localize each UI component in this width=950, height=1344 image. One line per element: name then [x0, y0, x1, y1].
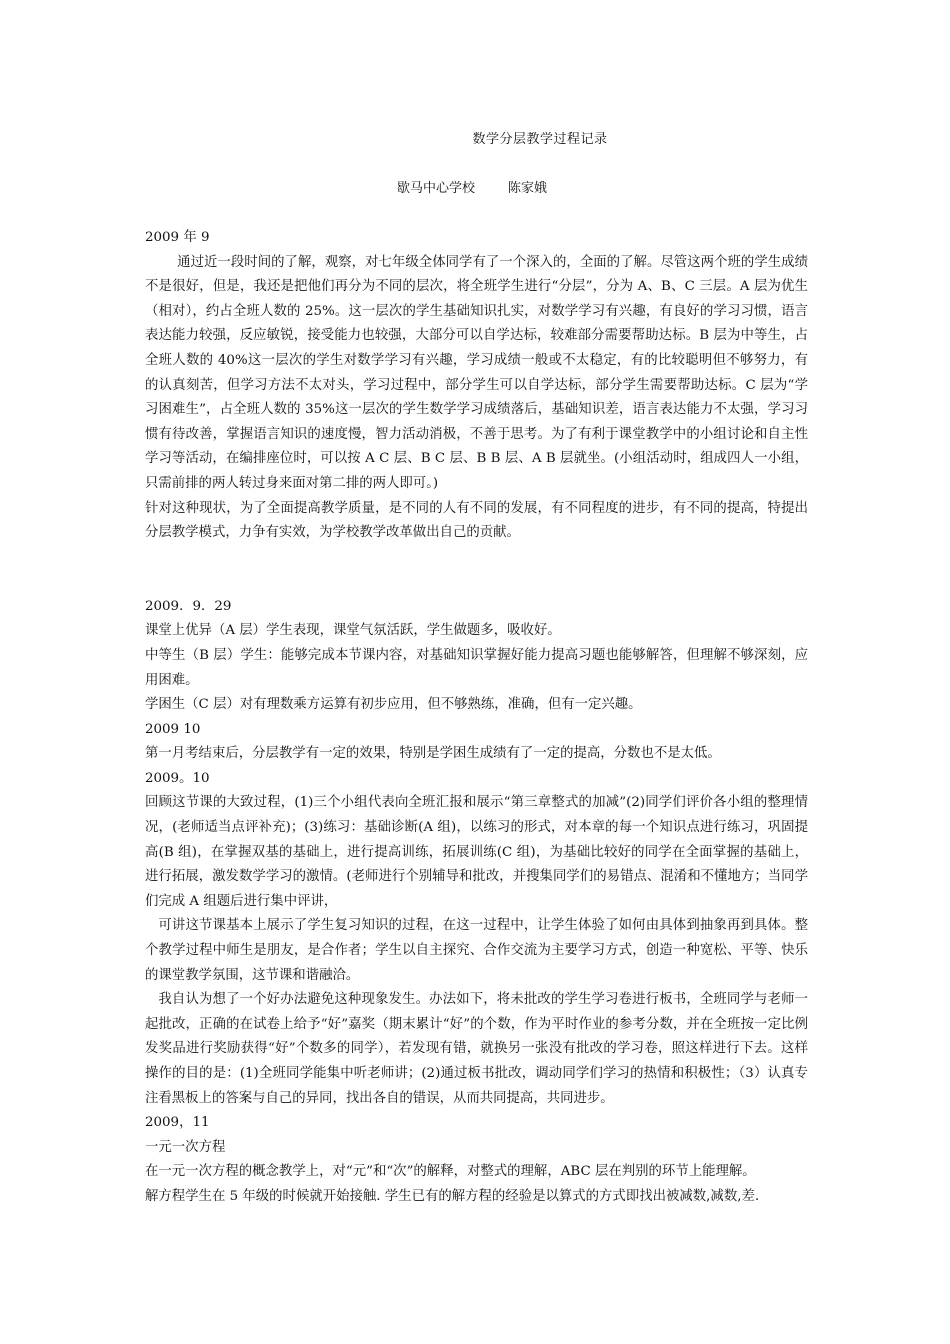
body-paragraph: 解方程学生在 5 年级的时候就开始接触. 学生已有的解方程的经验是以算式的方式即找出被减数,减数,差.: [145, 1188, 760, 1204]
body-paragraph: 在一元一次方程的概念教学上，对“元”和“次”的解释，对整式的理解，ABC 层在判别的环节上能理解。: [145, 1164, 756, 1180]
body-paragraph: 课堂上优异（A 层）学生表现，课堂气氛活跃，学生做题多，吸收好。: [145, 623, 561, 639]
entry-date: 2009。10: [145, 770, 210, 786]
body-paragraph: 我自认为想了一个好办法避免这种现象发生。办法如下，将未批改的学生学习卷进行板书，全班同学与老师一起批改，正确的在试卷上给予“好”嘉奖（期末累计“好”的个数，作为平时作业的参考分数，并在全班按一定比例发奖品进行奖励获得“好”个数多的同学），若发现有错，就换另一张没有批改的学习卷，照这样进行下去。这样操作的目的是：(1)全班同学能集中听老师讲；(2)通过板书批改，调动同学们学习的热情和积极性；（3）认真专注看黑板上的答案与自己的异同，找出各自的错误，从而共同提高，共同进步。: [145, 992, 808, 1106]
document-body: [145, 226, 808, 1210]
body-paragraph: 学困生（C 层）对有理数乘方运算有初步应用，但不够熟练，准确，但有一定兴趣。: [145, 697, 642, 713]
entry-date: 2009 10: [145, 721, 201, 737]
body-paragraph: 针对这种现状，为了全面提高教学质量，是不同的人有不同的发展，有不同程度的进步，有不同的提高，特提出分层教学模式，力争有实效，为学校教学改革做出自己的贡献。: [145, 500, 808, 541]
entry-date: 2009．9．29: [145, 598, 232, 614]
body-paragraph: 第一月考结束后，分层教学有一定的效果，特别是学困生成绩有了一定的提高，分数也不是太低。: [145, 746, 721, 762]
body-paragraph: 中等生（B 层）学生：能够完成本节课内容，对基础知识掌握好能力提高习题也能够解答，但理解不够深刻，应用困难。: [145, 647, 808, 688]
document-title: 数学分层教学过程记录: [472, 132, 608, 147]
entry-date: 2009 年 9: [145, 230, 210, 245]
body-paragraph: 通过近一段时间的了解，观察，对七年级全体同学有了一个深入的，全面的了解。尽管这两个班的学生成绩不是很好，但是，我还是把他们再分为不同的层次，将全班学生进行“分层”，分为 A、B、C 三层。A 层为优生（相对），约占全班人数的 25%。这一层次的学生基础知识扎实，对数学学习有兴趣，有良好的学习习惯，语言表达能力较强，反应敏锐，接受能力也较强，大部分可以自学达标，较难部分需要帮助达标。B 层为中等生，占全班人数的 40%这一层次的学生对数学学习有兴趣，学习成绩一般或不太稳定，有的比较聪明但不够努力，有的认真刻苦，但学习方法不太对头，学习过程中，部分学生可以自学达标，部分学生需要帮助达标。C 层为“学习困难生”，占全班人数的 35%这一层次的学生数学学习成绩落后，基础知识差，语言表达能力不太强，学习习惯有待改善，掌握语言知识的速度慢，智力活动消极，不善于思考。为了有利于课堂教学中的小组讨论和自主性学习等活动，在编排座位时，可以按 A C 层、B C 层、B B 层、A B 层就坐。(小组活动时，组成四人一小组，只需前排的两人转过身来面对第二排的两人即可。): [145, 254, 808, 491]
body-paragraph: 回顾这节课的大致过程，(1)三个小组代表向全班汇报和展示“第三章整式的加减”(2)同学们评价各小组的整理情况，(老师适当点评补充)；(3)练习：基础诊断(A 组)，以练习的形式，对本章的每一个知识点进行练习，巩固提高(B 组)，在掌握双基的基础上，进行提高训练，拓展训练(C 组)，为基础比较好的同学在全面掌握的基础上，进行拓展，激发数学学习的激情。(老师进行个别辅导和批改，并搜集同学们的易错点、混淆和不懂地方；当同学们完成 A 组题后进行集中评讲，: [145, 795, 808, 909]
body-paragraph: 可讲这节课基本上展示了学生复习知识的过程，在这一过程中，让学生体验了如何由具体到抽象再到具体。整个教学过程中师生是朋友，是合作者；学生以自主探究、合作交流为主要学习方式，创造一种宽松、平等、快乐的课堂教学氛围，这节课和谐融洽。: [145, 918, 808, 983]
author-byline: 歇马中心学校 陈家娥: [397, 181, 548, 196]
entry-date: 2009，11: [145, 1115, 210, 1131]
paragraph-gap: [145, 546, 808, 595]
section-heading: 一元一次方程: [145, 1139, 226, 1155]
